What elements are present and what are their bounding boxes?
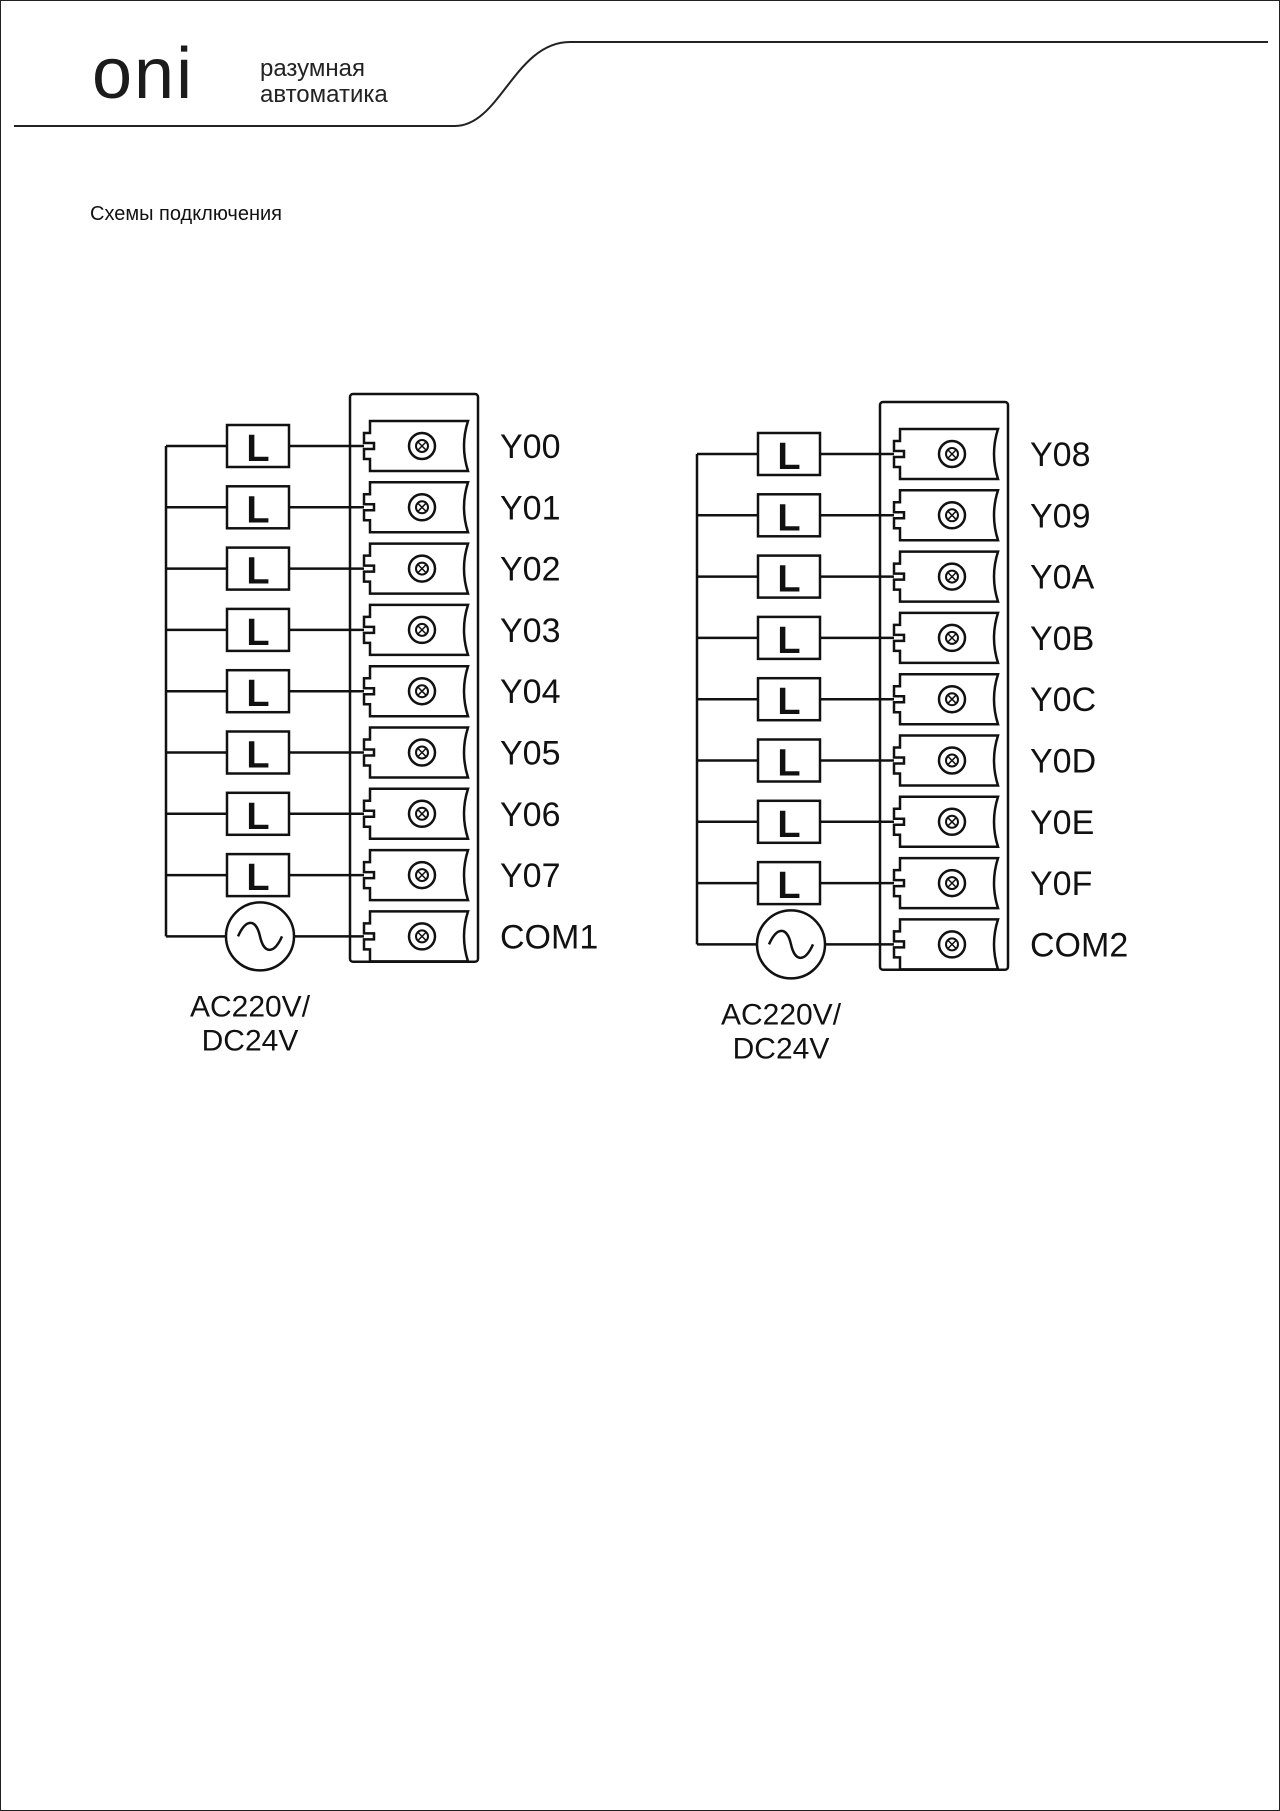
terminal-label-y02: Y02 [500,550,561,589]
diagram-2 [697,402,1128,1065]
load-symbol: L [777,865,801,908]
terminal-label-y0d: Y0D [1030,742,1097,781]
load-symbol: L [246,734,270,777]
terminal-label-y06: Y06 [500,795,561,834]
load-symbol: L [777,681,801,724]
page-title: Схемы подключения [90,203,283,225]
brand-logo: oni [92,34,195,114]
brand-tagline-line1: разумная [260,55,365,82]
terminal-label-y08: Y08 [1030,436,1091,474]
load-symbol: L [246,428,270,470]
load-symbol: L [777,619,801,662]
terminal-label-com1: COM1 [500,918,599,957]
terminal-label-y0f: Y0F [1030,865,1093,904]
load-symbol: L [246,489,270,532]
load-symbol: L [777,436,801,478]
supply-label-line2: DC24V [732,1032,830,1066]
terminal-label-y05: Y05 [500,734,561,773]
terminal-label-com2: COM2 [1030,926,1129,965]
diagram-1 [166,394,598,1057]
load-symbol: L [246,795,270,838]
terminal-label-y0b: Y0B [1030,619,1095,658]
terminal-label-y0c: Y0C [1030,681,1097,720]
load-symbol: L [777,558,801,601]
terminal-label-y09: Y09 [1030,497,1091,536]
load-symbol: L [246,611,270,654]
load-symbol: L [246,857,270,900]
supply-label-line2: DC24V [201,1024,299,1058]
terminal-label-y03: Y03 [500,611,561,650]
terminal-label-y07: Y07 [500,857,561,896]
terminal-label-y04: Y04 [500,673,561,712]
terminal-label-y01: Y01 [500,489,561,528]
load-symbol: L [246,673,270,716]
terminal-label-y0a: Y0A [1030,558,1095,597]
supply-label-line1: AC220V/ [189,990,311,1024]
supply-label-line1: AC220V/ [720,998,842,1032]
load-symbol: L [246,550,270,593]
load-symbol: L [777,803,801,846]
load-symbol: L [777,742,801,785]
terminal-label-y00: Y00 [500,428,561,466]
brand-tagline-line2: автоматика [260,81,388,108]
load-symbol: L [777,497,801,540]
terminal-label-y0e: Y0E [1030,803,1095,842]
